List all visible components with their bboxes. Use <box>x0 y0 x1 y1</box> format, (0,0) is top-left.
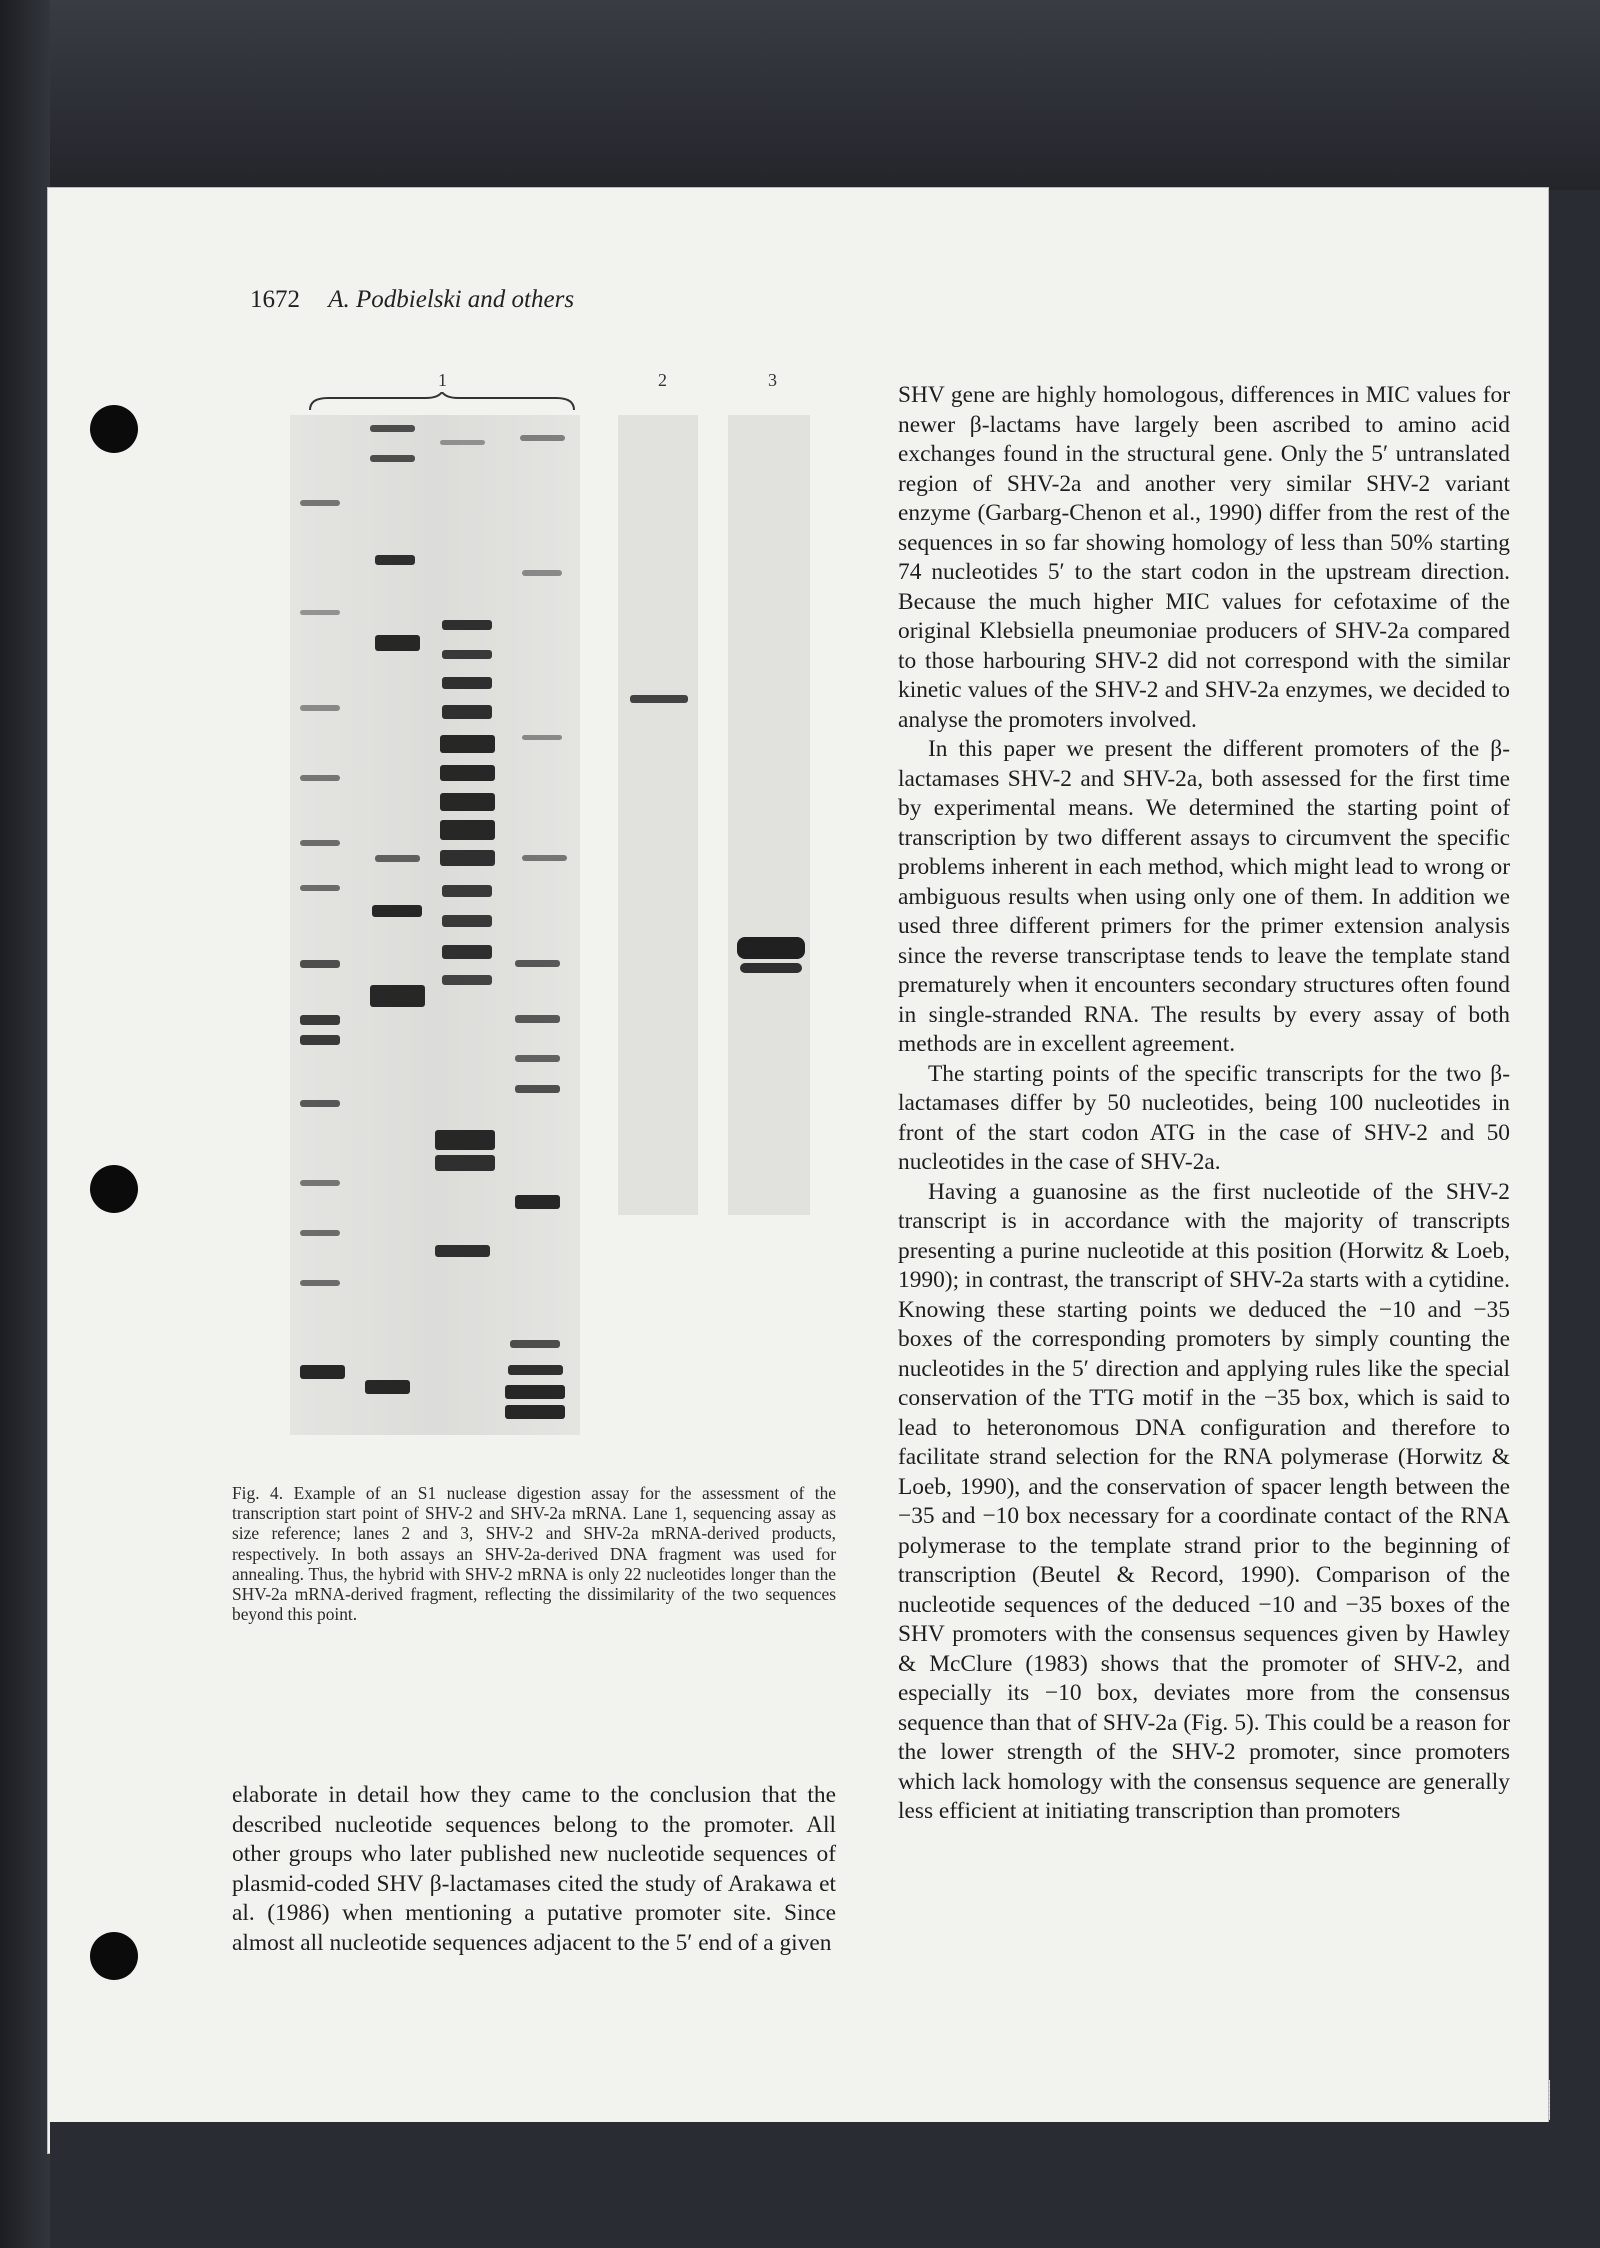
gel-band <box>440 820 495 840</box>
gel-band <box>300 840 340 846</box>
gel-band <box>520 435 565 441</box>
gel-band <box>300 1015 340 1025</box>
lane-label-1: 1 <box>438 370 447 390</box>
gel-band <box>440 793 495 811</box>
lane-3-band <box>737 937 805 959</box>
gel-figure <box>290 370 850 1450</box>
gel-band <box>510 1340 560 1348</box>
binder-hole-top <box>90 405 138 453</box>
gel-band <box>442 915 492 927</box>
gel-band <box>300 610 340 615</box>
gel-band <box>300 1100 340 1107</box>
gel-band <box>442 620 492 630</box>
gel-band <box>522 570 562 576</box>
lane-3-background <box>728 415 810 1215</box>
gel-band <box>515 1195 560 1209</box>
gel-band <box>300 775 340 781</box>
running-header <box>250 286 574 314</box>
lane-2-background <box>618 415 698 1215</box>
running-authors: A. Podbielski and others <box>328 286 575 313</box>
gel-image <box>290 415 850 1435</box>
binder-hole-bottom <box>90 1932 138 1980</box>
gel-band <box>300 500 340 506</box>
gel-band <box>300 1180 340 1186</box>
gel-band <box>522 855 567 861</box>
gel-band <box>442 945 492 959</box>
gel-band <box>440 440 485 445</box>
gel-band <box>300 1365 345 1379</box>
gel-band <box>300 960 340 968</box>
paragraph: SHV gene are highly homologous, differences in MIC values for newer β-lactams have largely been ascribed to amino acid exchanges found in the structural gene. Only the 5′ untranslated region of SHV-2a and another very similar SHV-2 variant enzyme (Garbarg-Chenon et al., 1990) differ from the rest of the sequences in so far showing homology of less than 50% starting 74 nucleotides 5′ to the start codon in the upstream direction. Because the much higher MIC values for cefotaxime of the original Klebsiella pneumoniae producers of SHV-2a compared to those harbouring SHV-2 did not correspond with the similar kinetic values of the SHV-2 and SHV-2a enzymes, we decided to analyse the promoters involved. <box>898 382 1510 733</box>
paragraph: Having a guanosine as the first nucleotide of the SHV-2 transcript is in accordance with the majority of transcripts presenting a purine nucleotide at this position (Horwitz & Loeb, 1990); in contrast, the transcript of SHV-2a starts with a cytidine. Knowing these starting points we deduced the −10 and −35 boxes of the corresponding promoters by simply counting the nucleotides in the 5′ direction and applying rules like the special conservation of the TTG motif in the −35 box, which is said to lead to heteronomous DNA configuration and therefore to facilitate strand selection for the RNA polymerase (Horwitz & Loeb, 1990), and the conservation of spacer length between the −35 and −10 box necessary for a coordinate contact of the RNA polymerase to the template strand prior to the beginning of transcription (Beutel & Record, 1990). Comparison of the nucleotide sequences of the deduced −10 and −35 boxes of the SHV promoters with the consensus sequences given by Hawley & McClure (1983) shows that the promoter of SHV-2, and especially its −10 box, deviates more from the consensus sequence than that of SHV-2a (Fig. 5). This could be a reason for the lower strength of the SHV-2 promoter, since promoters which lack homology with the consensus sequence are generally less efficient at initiating transcription than promoters <box>898 1178 1510 1824</box>
lane-3-band <box>740 963 802 973</box>
gel-band <box>375 635 420 651</box>
gel-band <box>505 1385 565 1399</box>
paragraph: In this paper we present the different promoters of the β-lactamases SHV-2 and SHV-2a, both assessed for the first time by experimental means. We determined the starting point of transcription by two different assays to circumvent the specific problems inherent in each method, which might lead to wrong or ambiguous results when using only one of them. In addition we used three different primers for the primer extension analysis since the reverse transcriptase tends to leave the template stand prematurely when it encounters secondary structures often found in single-stranded RNA. The results by every assay of both methods are in excellent agreement. <box>898 736 1510 1057</box>
gel-band <box>435 1155 495 1171</box>
gel-band <box>370 985 425 1007</box>
lane-1-brace <box>308 392 576 412</box>
gel-band <box>300 1280 340 1286</box>
gel-band <box>435 1130 495 1150</box>
gel-band <box>442 677 492 689</box>
gel-band <box>375 555 415 565</box>
binder-hole-middle <box>90 1165 138 1213</box>
lane-label-2: 2 <box>658 370 667 390</box>
figure-caption: Fig. 4. Example of an S1 nuclease digestion assay for the assessment of the transcription start point of SHV-2 and SHV-2a mRNA. Lane 1, sequencing assay as size reference; lanes 2 and 3, SHV-2 and SHV-2a mRNA-derived products, respectively. In both assays an SHV-2a-derived DNA fragment was used for annealing. Thus, the hybrid with SHV-2 mRNA is only 22 nucleotides longer than the SHV-2a mRNA-derived fragment, reflecting the dissimilarity of the two sequences beyond this point. <box>232 1483 836 1625</box>
gel-band <box>300 1035 340 1045</box>
right-column <box>898 381 1510 1827</box>
gel-band <box>435 1245 490 1257</box>
gel-band <box>515 960 560 967</box>
lane-2-band <box>630 695 688 703</box>
left-column <box>232 1781 836 1958</box>
gel-band <box>300 1230 340 1236</box>
gel-band <box>515 1085 560 1093</box>
gel-band <box>440 765 495 781</box>
gel-band <box>522 735 562 740</box>
paragraph: The starting points of the specific transcripts for the two β-lactamases differ by 50 nucleotides, being 100 nucleotides in front of the start codon ATG in the case of SHV-2 and 50 nucleotides in the case of SHV-2a. <box>898 1060 1510 1175</box>
gel-band <box>365 1380 410 1394</box>
paragraph: elaborate in detail how they came to the conclusion that the described nucleotide sequences belong to the promoter. All other groups who later published new nucleotide sequences of plasmid-coded SHV β-lactamases cited the study of Arakawa et al. (1986) when mentioning a putative promoter site. Since almost all nucleotide sequences adjacent to the 5′ end of a given <box>232 1782 836 1956</box>
gel-band <box>442 705 492 719</box>
gel-band <box>370 455 415 462</box>
gel-band <box>442 650 492 659</box>
gel-band <box>300 705 340 711</box>
gel-band <box>375 855 420 862</box>
gel-band <box>440 850 495 866</box>
gel-band <box>370 425 415 432</box>
gel-band <box>442 885 492 897</box>
gel-band <box>440 735 495 753</box>
scan-background-top <box>0 0 1600 190</box>
scan-background-left <box>0 0 50 2248</box>
gel-band <box>515 1015 560 1023</box>
gel-band <box>442 975 492 985</box>
gel-band <box>505 1405 565 1419</box>
gel-band <box>508 1365 563 1375</box>
gel-band <box>515 1055 560 1062</box>
gel-band <box>372 905 422 917</box>
scan-background-bottom <box>50 2122 1560 2182</box>
page-number: 1672 <box>250 286 300 313</box>
lane-label-3: 3 <box>768 370 777 390</box>
gel-band <box>300 885 340 891</box>
